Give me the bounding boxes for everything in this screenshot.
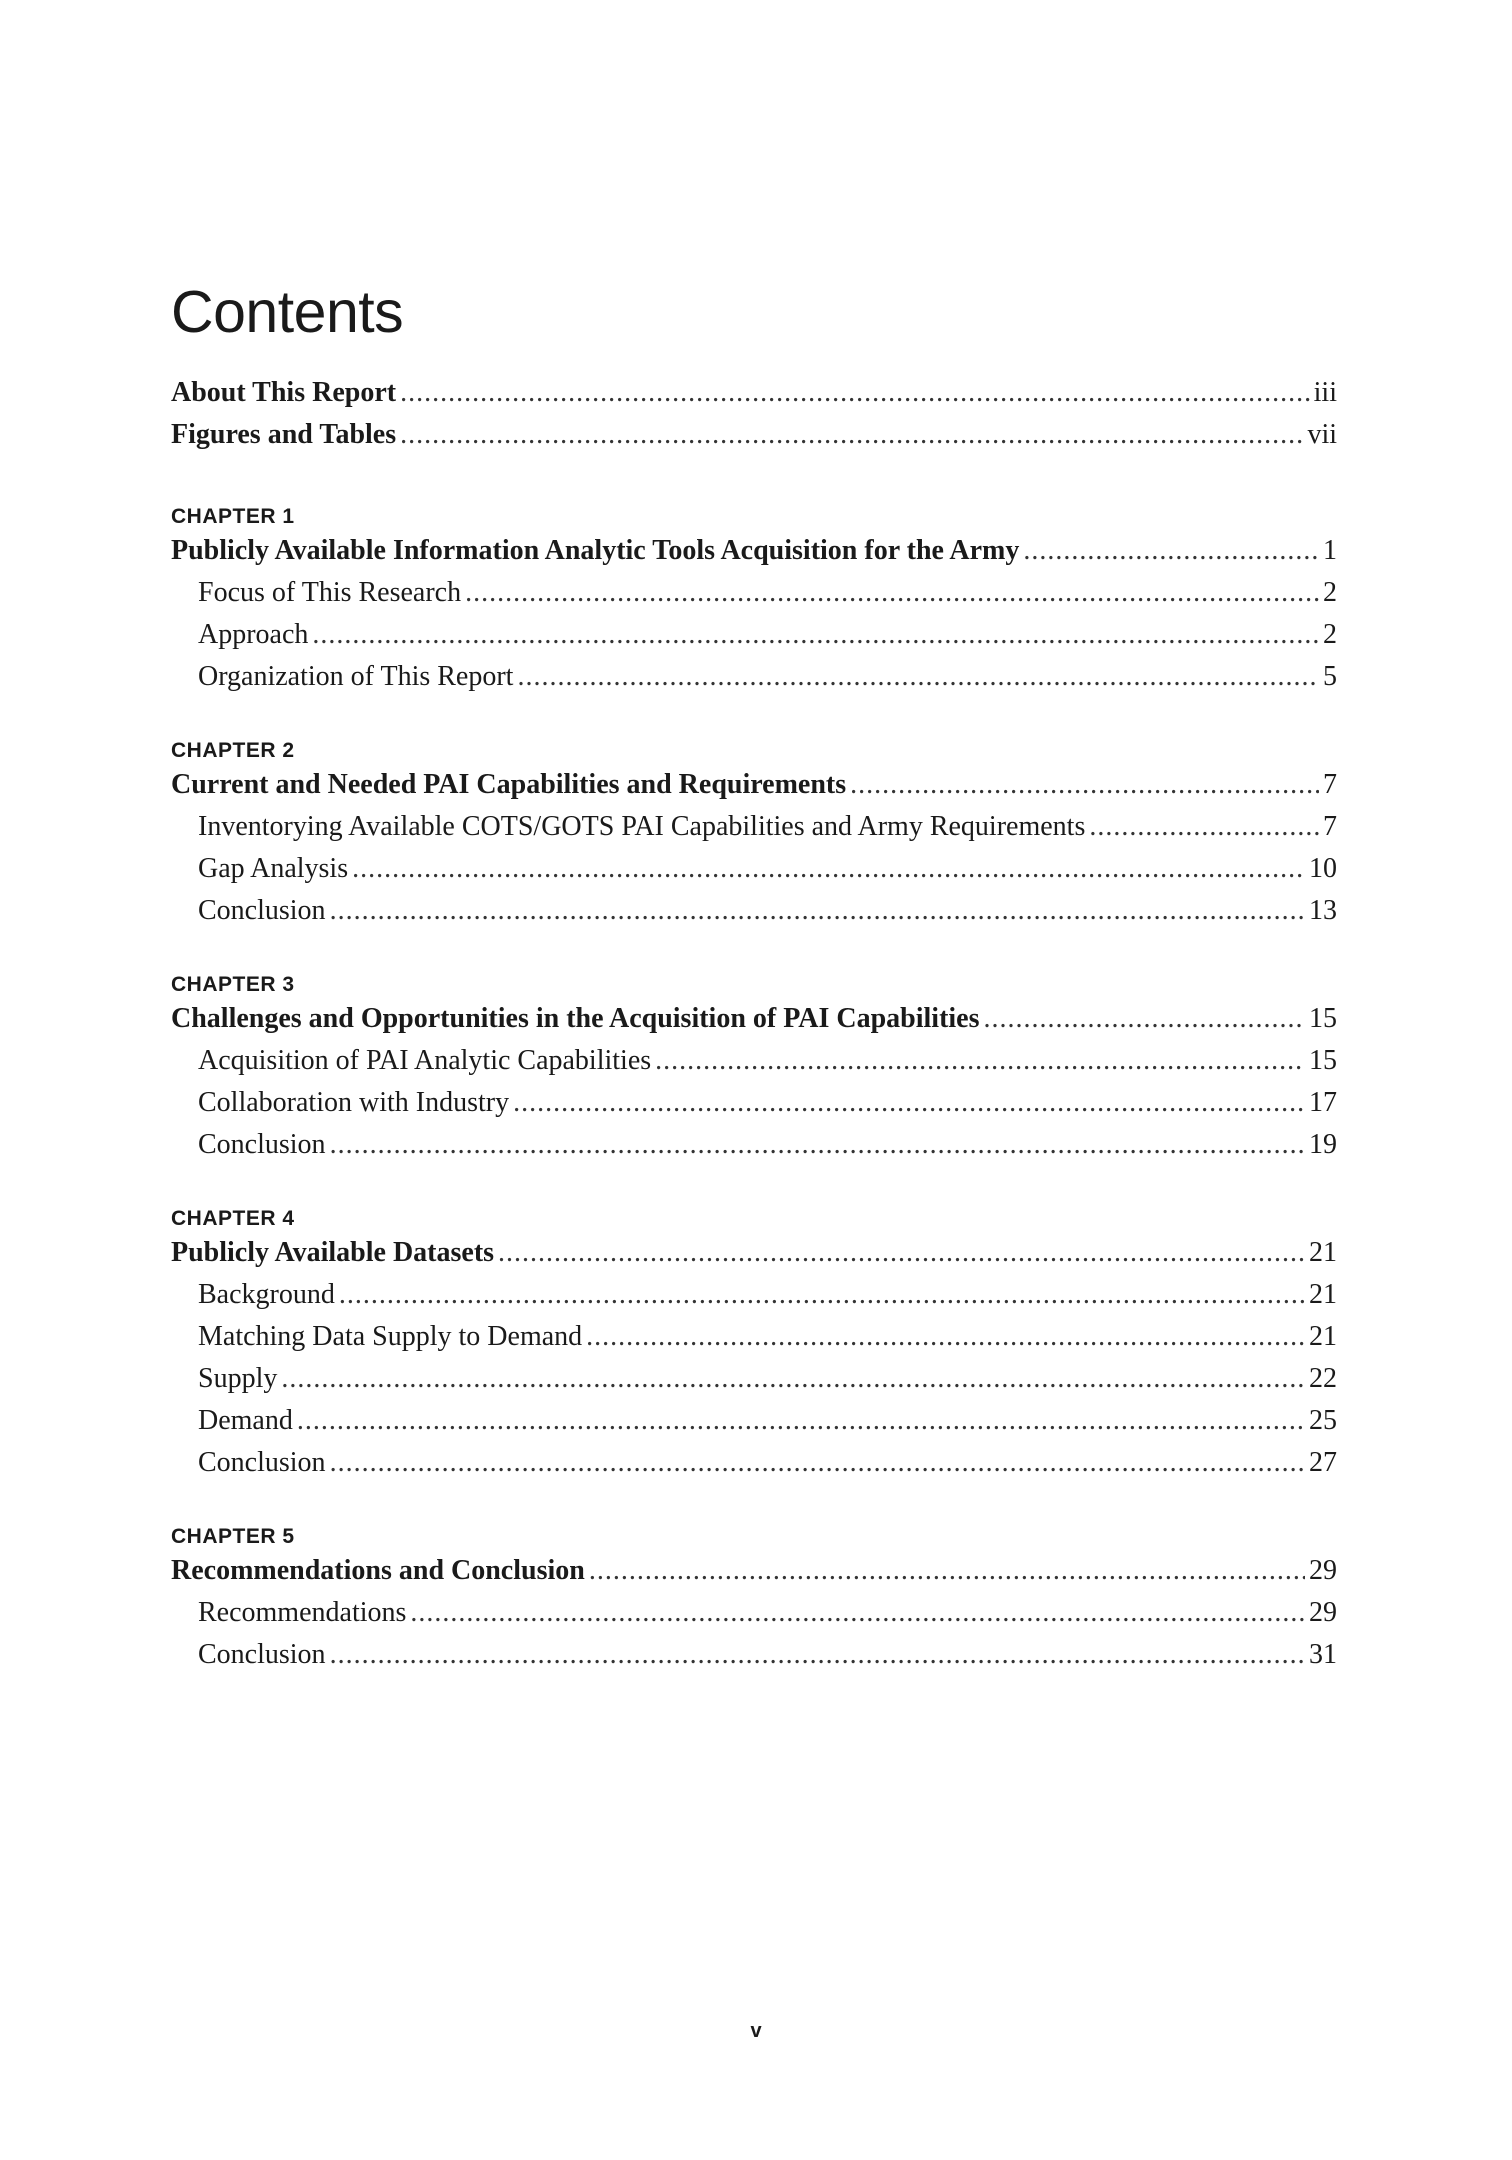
dot-leader [410,1592,1305,1634]
toc-entry-label: Current and Needed PAI Capabilities and Requirements [171,769,847,800]
dot-leader [517,656,1319,698]
toc-page-number: 27 [1309,1447,1337,1478]
dot-leader [465,572,1319,614]
chapter-1-block [171,494,1337,698]
dot-leader [1023,530,1319,572]
toc-page-number: vii [1307,419,1337,450]
chapter-4-block [171,1196,1337,1484]
toc-page-number: 7 [1323,769,1337,800]
toc-page-number: 21 [1309,1279,1337,1310]
toc-section-entry[interactable] [171,890,1337,932]
dot-leader [1089,806,1319,848]
chapter-label: CHAPTER 2 [171,739,295,762]
toc-entry-label: Focus of This Research [198,577,462,608]
chapter-label: CHAPTER 1 [171,505,295,528]
toc-section-entry[interactable] [171,1316,1337,1358]
page-title: Contents [171,278,404,345]
dot-leader [312,614,1319,656]
toc-chapter-title[interactable] [171,764,1337,806]
toc-entry-label: Conclusion [198,1447,326,1478]
toc-entry-label: Gap Analysis [198,853,349,884]
front-matter [171,372,1337,456]
toc-entry-label: Challenges and Opportunities in the Acquisition of PAI Capabilities [171,1003,980,1034]
toc-entry-figures-and-tables[interactable] [171,414,1337,456]
toc-entry-label: Matching Data Supply to Demand [198,1321,583,1352]
toc-page-number: 2 [1323,619,1337,650]
toc-section-entry[interactable] [171,848,1337,890]
dot-leader [400,414,1303,456]
toc-section-entry[interactable] [171,1082,1337,1124]
dot-leader [586,1316,1305,1358]
chapter-3-block [171,962,1337,1166]
toc-entry-label: Inventorying Available COTS/GOTS PAI Capabilities and Army Requirements [198,811,1086,842]
toc-entry-label: Conclusion [198,1129,326,1160]
table-of-contents [171,372,1337,1706]
toc-chapter-title[interactable] [171,530,1337,572]
toc-chapter-title[interactable] [171,998,1337,1040]
chapter-label: CHAPTER 5 [171,1525,295,1548]
toc-page-number: 21 [1309,1237,1337,1268]
toc-section-entry[interactable] [171,1124,1337,1166]
toc-entry-label: About This Report [171,377,397,408]
toc-entry-label: Background [198,1279,335,1310]
toc-page-number: 17 [1309,1087,1337,1118]
toc-entry-label: Recommendations [198,1597,407,1628]
toc-entry-label: Collaboration with Industry [198,1087,510,1118]
toc-section-entry[interactable] [171,1274,1337,1316]
toc-section-entry[interactable] [171,1442,1337,1484]
toc-entry-label: Publicly Available Datasets [171,1237,495,1268]
toc-entry-label: Organization of This Report [198,661,514,692]
toc-page-number: 1 [1323,535,1337,566]
toc-section-entry[interactable] [171,1040,1337,1082]
toc-page-number: 5 [1323,661,1337,692]
chapter-label: CHAPTER 3 [171,973,295,996]
toc-page-number: 25 [1309,1405,1337,1436]
dot-leader [330,1442,1305,1484]
toc-section-entry[interactable] [171,572,1337,614]
toc-entry-label: Approach [198,619,309,650]
dot-leader [850,764,1319,806]
chapter-5-block [171,1514,1337,1676]
dot-leader [400,372,1310,414]
toc-entry-label: Publicly Available Information Analytic Tools Acquisition for the Army [171,535,1020,566]
toc-section-entry[interactable] [171,1358,1337,1400]
toc-entry-label: Supply [198,1363,278,1394]
toc-page-number: 10 [1309,853,1337,884]
toc-page-number: 7 [1323,811,1337,842]
toc-page-number: 29 [1309,1555,1337,1586]
dot-leader [655,1040,1305,1082]
toc-chapter-title[interactable] [171,1550,1337,1592]
toc-page-number: 15 [1309,1003,1337,1034]
toc-entry-label: Figures and Tables [171,419,397,450]
toc-chapter-title[interactable] [171,1232,1337,1274]
dot-leader [352,848,1305,890]
page-number-folio: v [750,2020,762,2042]
dot-leader [330,1124,1305,1166]
dot-leader [281,1358,1305,1400]
dot-leader [330,1634,1305,1676]
dot-leader [513,1082,1305,1124]
toc-entry-label: Acquisition of PAI Analytic Capabilities [198,1045,652,1076]
toc-entry-about-this-report[interactable] [171,372,1337,414]
chapter-label: CHAPTER 4 [171,1207,295,1230]
toc-page-number: iii [1313,377,1337,408]
toc-page-number: 22 [1309,1363,1337,1394]
toc-section-entry[interactable] [171,1634,1337,1676]
dot-leader [297,1400,1305,1442]
dot-leader [330,890,1305,932]
toc-section-entry[interactable] [171,1400,1337,1442]
toc-entry-label: Recommendations and Conclusion [171,1555,585,1586]
toc-page-number: 15 [1309,1045,1337,1076]
toc-page-number: 19 [1309,1129,1337,1160]
dot-leader [498,1232,1305,1274]
dot-leader [589,1550,1305,1592]
toc-page-number: 29 [1309,1597,1337,1628]
toc-page-number: 2 [1323,577,1337,608]
toc-page-number: 13 [1309,895,1337,926]
dot-leader [984,998,1306,1040]
toc-section-entry[interactable] [171,806,1337,848]
toc-page-number: 31 [1309,1639,1337,1670]
toc-entry-label: Demand [198,1405,293,1436]
toc-entry-label: Conclusion [198,895,326,926]
dot-leader [339,1274,1305,1316]
chapter-2-block [171,728,1337,932]
toc-section-entry[interactable] [171,656,1337,698]
toc-entry-label: Conclusion [198,1639,326,1670]
toc-page-number: 21 [1309,1321,1337,1352]
toc-section-entry[interactable] [171,1592,1337,1634]
toc-section-entry[interactable] [171,614,1337,656]
